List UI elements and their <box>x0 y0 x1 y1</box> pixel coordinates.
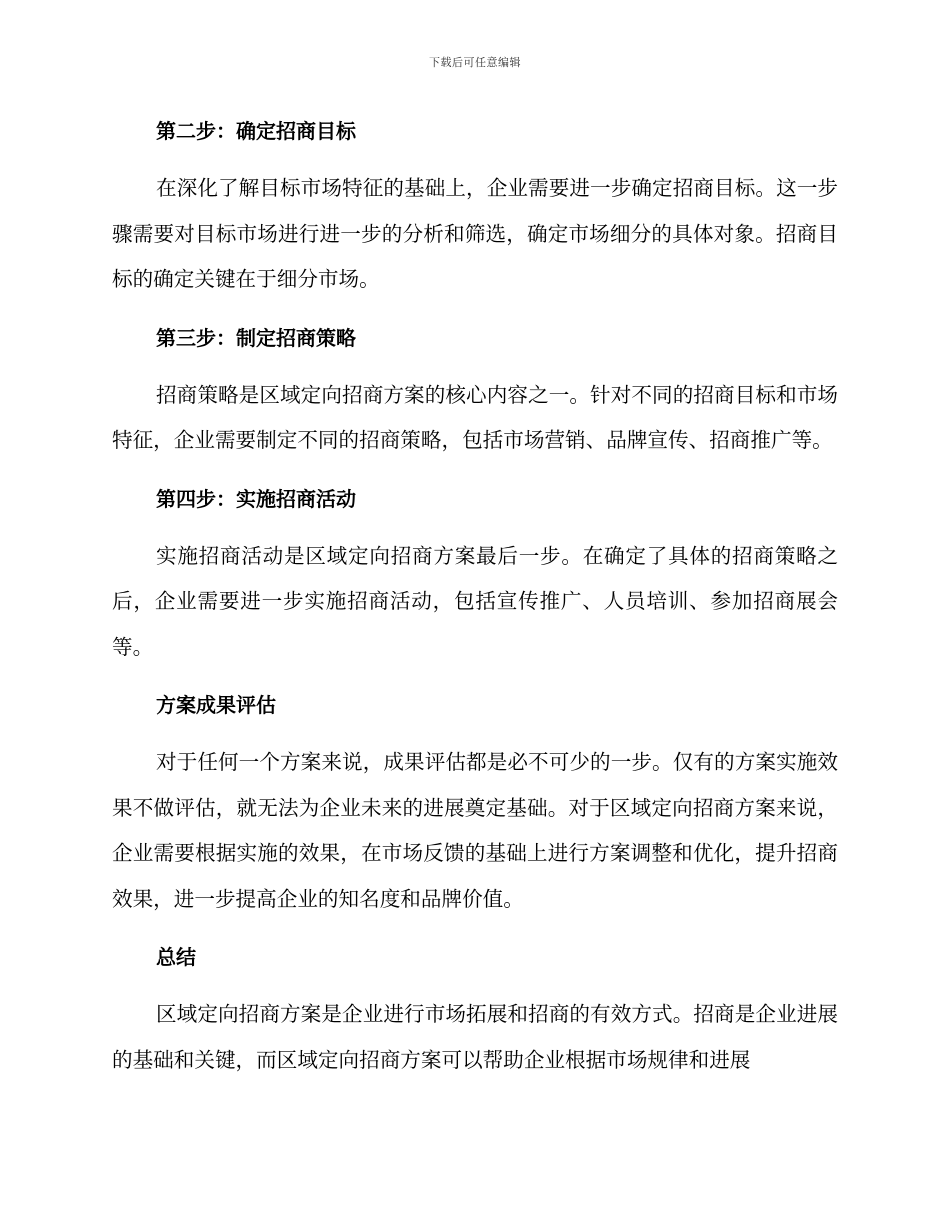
section-paragraph-step-four: 实施招商活动是区域定向招商方案最后一步。在确定了具体的招商策略之后，企业需要进一步实施招商活动，包括宣传推广、人员培训、参加招商展会等。 <box>112 543 838 659</box>
page-header: 下载后可任意编辑 <box>429 56 521 69</box>
section-paragraph-step-three: 招商策略是区域定向招商方案的核心内容之一。针对不同的招商目标和市场特征，企业需要制定不同的招商策略，包括市场营销、品牌宣传、招商推广等。 <box>112 382 838 452</box>
section-paragraph-summary: 区域定向招商方案是企业进行市场拓展和招商的有效方式。招商是企业进展的基础和关键，而区域定向招商方案可以帮助企业根据市场规律和进展 <box>112 1002 838 1072</box>
section-paragraph-step-two: 在深化了解目标市场特征的基础上，企业需要进一步确定招商目标。这一步骤需要对目标市场进行进一步的分析和筛选，确定市场细分的具体对象。招商目标的确定关键在于细分市场。 <box>112 176 838 291</box>
section-heading-evaluation: 方案成果评估 <box>156 693 276 717</box>
section-heading-summary: 总结 <box>156 945 196 969</box>
section-heading-step-two: 第二步：确定招商目标 <box>156 119 356 143</box>
document-body <box>112 109 838 1096</box>
section-heading-step-three: 第三步：制定招商策略 <box>156 325 356 350</box>
section-paragraph-evaluation: 对于任何一个方案来说，成果评估都是必不可少的一步。仅有的方案实施效果不做评估，就无法为企业未来的进展奠定基础。对于区域定向招商方案来说，企业需要根据实施的效果，在市场反馈的基础上进行方案调整和优化，提升招商效果，进一步提高企业的知名度和品牌价值。 <box>112 750 838 911</box>
section-heading-step-four: 第四步：实施招商活动 <box>156 486 356 511</box>
